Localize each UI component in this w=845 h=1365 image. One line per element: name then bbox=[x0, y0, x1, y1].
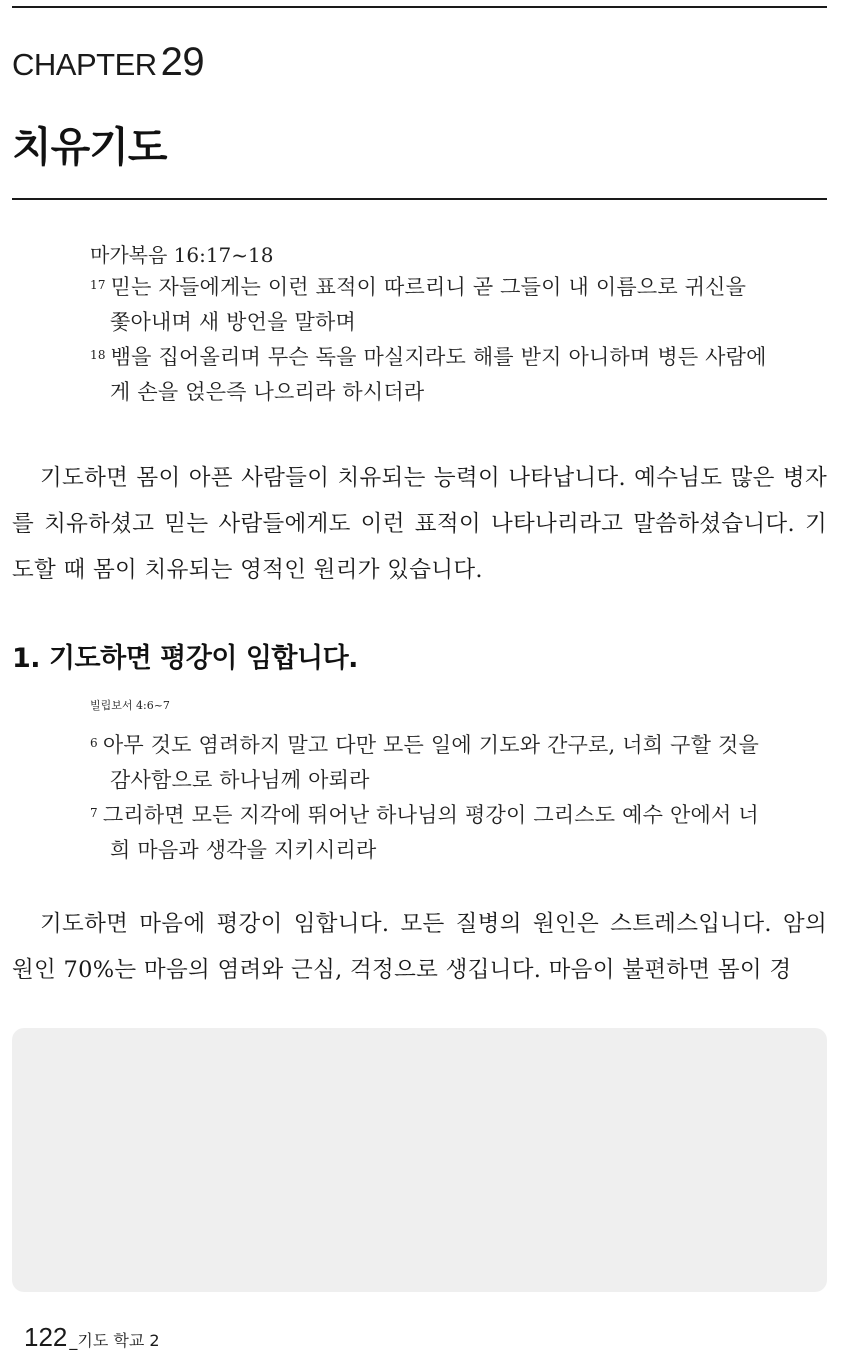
verse-text: 뱀을 집어올리며 무슨 독을 마실지라도 해를 받지 아니하며 병든 사람에게 손을 얹은즉 나으리라 하시더라 bbox=[110, 345, 767, 404]
body-paragraph: 기도하면 마음에 평강이 임합니다. 모든 질병의 원인은 스트레스입니다. 암의 원인 70%는 마음의 염려와 근심, 걱정으로 생깁니다. 마음이 불편하면 몸이 경 bbox=[12, 911, 827, 983]
scripture-reference: 마가복음 16:17~18 bbox=[90, 243, 274, 267]
verse-text: 믿는 자들에게는 이런 표적이 따르리니 곧 그들이 내 이름으로 귀신을 쫓아내며 새 방언을 말하며 bbox=[110, 275, 747, 334]
scripture-verse bbox=[90, 728, 770, 798]
chapter-word: CHAPTER bbox=[12, 47, 157, 82]
scripture-block bbox=[90, 698, 770, 868]
top-rule bbox=[12, 6, 827, 8]
scripture-reference: 빌립보서 4:6~7 bbox=[90, 699, 170, 712]
verse-text: 그리하면 모든 지각에 뛰어난 하나님의 평강이 그리스도 예수 안에서 너희 마음과 생각을 지키시리라 bbox=[102, 803, 759, 862]
verse-number: 7 bbox=[90, 806, 98, 820]
title-rule bbox=[12, 198, 827, 200]
chapter-label bbox=[12, 40, 204, 85]
gray-panel bbox=[12, 1028, 827, 1292]
verse-text: 아무 것도 염려하지 말고 다만 모든 일에 기도와 간구로, 너희 구할 것을 감사함으로 하나님께 아뢰라 bbox=[102, 733, 759, 792]
body-paragraph: 기도하면 몸이 아픈 사람들이 치유되는 능력이 나타납니다. 예수님도 많은 병자를 치유하셨고 믿는 사람들에게도 이런 표적이 나타나리라고 말씀하셨습니다. 기도할 때 몸이 치유되는 영적인 원리가 있습니다. bbox=[12, 465, 827, 583]
verse-number: 17 bbox=[90, 278, 106, 292]
chapter-title: 치유기도 bbox=[12, 123, 167, 171]
scripture-verse bbox=[90, 270, 770, 340]
page-number: 122 bbox=[24, 1322, 68, 1352]
book-title: _기도 학교 2 bbox=[69, 1331, 160, 1350]
verse-number: 18 bbox=[90, 348, 106, 362]
chapter-number: 29 bbox=[160, 40, 205, 84]
section-heading: 1. 기도하면 평강이 임합니다. bbox=[12, 643, 358, 674]
scripture-block bbox=[90, 240, 770, 410]
scripture-verse bbox=[90, 340, 770, 410]
scripture-verse bbox=[90, 798, 770, 868]
verse-number: 6 bbox=[90, 736, 98, 750]
page-footer bbox=[24, 1322, 160, 1353]
